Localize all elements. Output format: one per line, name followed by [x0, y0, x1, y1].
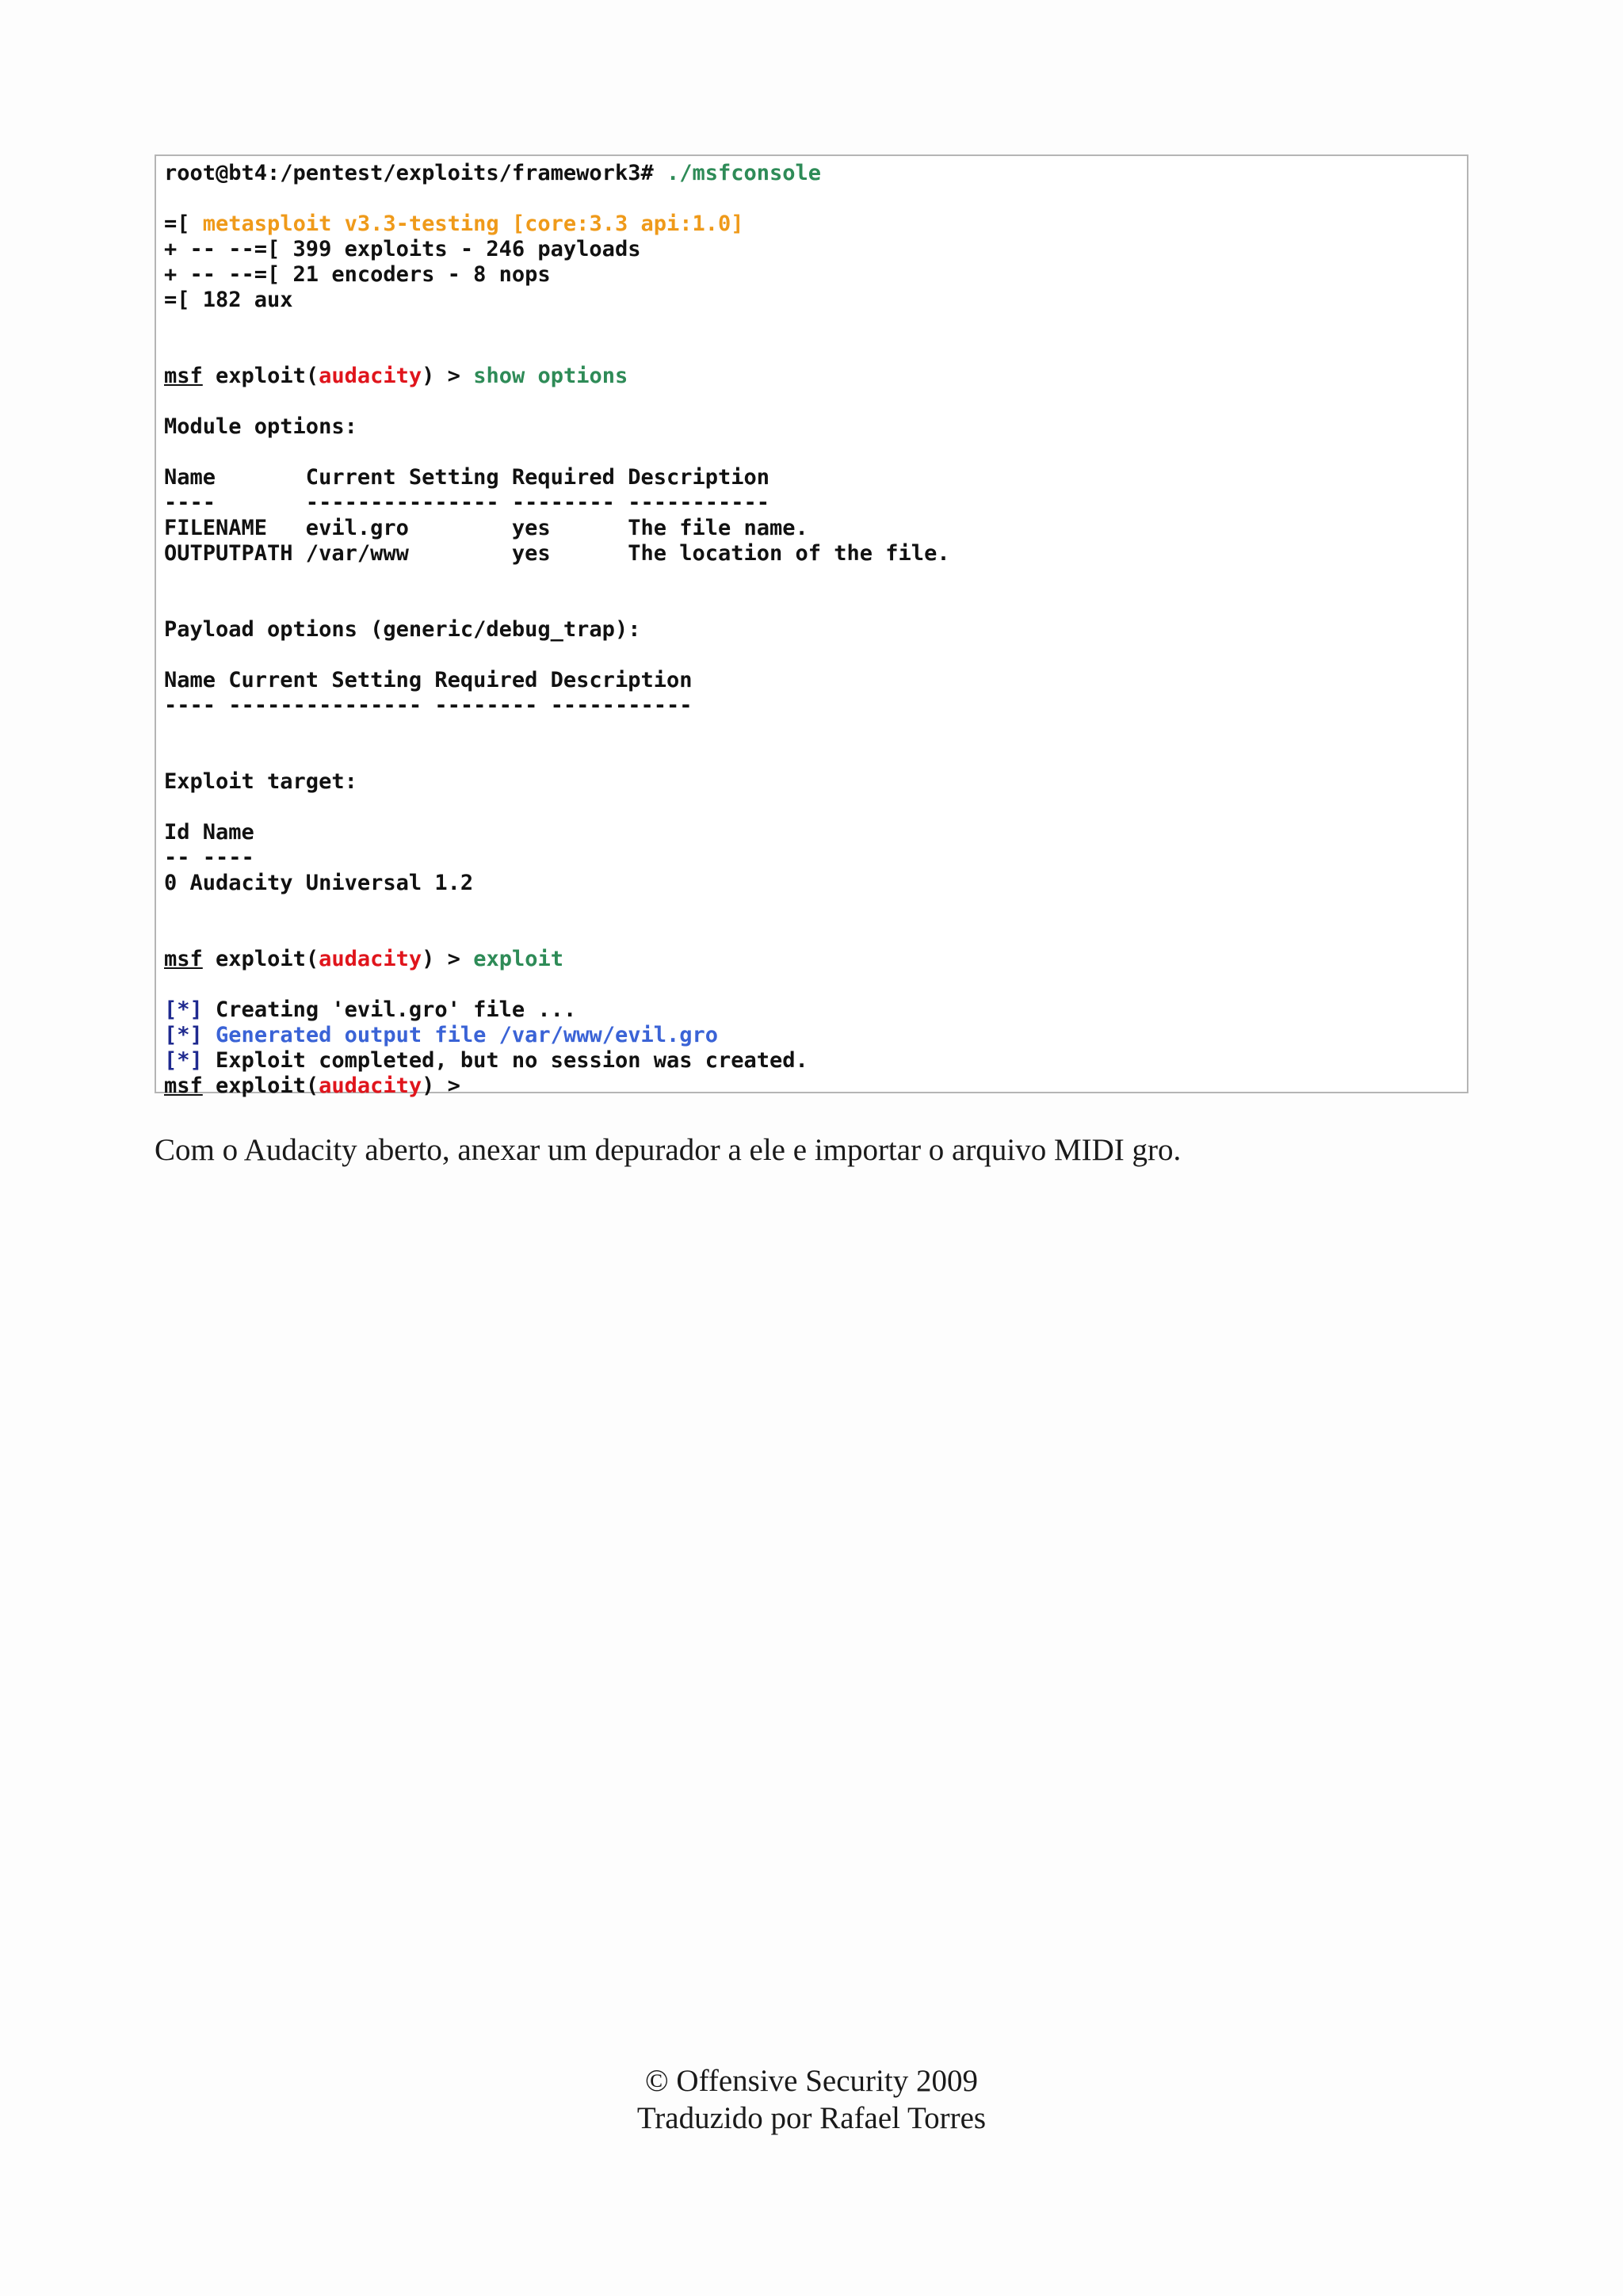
module-name: audacity — [319, 1074, 422, 1098]
console-line-aux: =[ 182 aux — [164, 288, 293, 312]
msf-prompt-show — [164, 364, 1467, 389]
msf-prompt-final — [164, 1074, 1467, 1099]
payload-options-title: Payload options (generic/debug_trap): — [164, 617, 641, 642]
status-text: Generated output file /var/www/evil.gro — [216, 1023, 719, 1047]
show-options-command: show options — [473, 364, 628, 388]
payload-options-dashes: ---- --------------- -------- ----------- — [164, 693, 693, 718]
console-text — [164, 161, 1467, 1099]
module-option-outputpath: OUTPUTPATH /var/www yes The location of the file. — [164, 541, 950, 566]
module-option-filename: FILENAME evil.gro yes The file name. — [164, 516, 808, 540]
console-line-prompt — [164, 161, 1467, 186]
shell-command: ./msfconsole — [666, 161, 822, 185]
module-options-dashes: ---- --------------- -------- ----------- — [164, 490, 770, 515]
page-footer — [0, 2062, 1623, 2137]
exploit-target-title: Exploit target: — [164, 769, 357, 794]
exploit-command: exploit — [473, 947, 563, 971]
exploit-open: exploit( — [216, 364, 319, 388]
exploit-target-row: 0 Audacity Universal 1.2 — [164, 871, 474, 895]
msf-label: msf — [164, 364, 203, 388]
footer-translator: Traduzido por Rafael Torres — [636, 2101, 987, 2135]
status-marker: [*] — [164, 1048, 203, 1073]
module-options-title: Module options: — [164, 414, 357, 439]
status-line-completed — [164, 1048, 1467, 1074]
prompt-close: ) > — [422, 364, 460, 388]
status-text: Creating 'evil.gro' file ... — [216, 997, 577, 1022]
console-output-box — [155, 154, 1468, 1098]
footer-copyright: © Offensive Security 2009 — [645, 2064, 978, 2098]
exploit-open: exploit( — [216, 1074, 319, 1098]
module-options-header: Name Current Setting Required Description — [164, 465, 770, 490]
console-line-exploits: + -- --=[ 399 exploits - 246 payloads — [164, 237, 641, 261]
banner-version: metasploit v3.3-testing [core:3.3 api:1.0] — [202, 212, 744, 236]
exploit-target-header: Id Name — [164, 820, 254, 845]
status-marker: [*] — [164, 997, 203, 1022]
payload-options-header: Name Current Setting Required Description — [164, 668, 693, 692]
status-line-creating — [164, 997, 1467, 1023]
prompt-close: ) > — [422, 947, 460, 971]
status-text: Exploit completed, but no session was created. — [216, 1048, 808, 1073]
shell-prompt: root@bt4:/pentest/exploits/framework3# — [164, 161, 654, 185]
exploit-target-dashes: -- ---- — [164, 845, 254, 870]
status-marker: [*] — [164, 1023, 203, 1047]
console-line-banner — [164, 212, 1467, 237]
msf-prompt-exploit — [164, 947, 1467, 972]
exploit-open: exploit( — [216, 947, 319, 971]
body-paragraph: Com o Audacity aberto, anexar um depurador a ele e importar o arquivo MIDI gro. — [155, 1133, 1182, 1167]
banner-prefix: =[ — [164, 212, 203, 236]
console-line-encoders: + -- --=[ 21 encoders - 8 nops — [164, 262, 551, 287]
msf-label: msf — [164, 947, 203, 971]
module-name: audacity — [319, 364, 422, 388]
prompt-close: ) > — [422, 1074, 460, 1098]
module-name: audacity — [319, 947, 422, 971]
msf-label: msf — [164, 1074, 203, 1098]
status-line-generated — [164, 1023, 1467, 1048]
